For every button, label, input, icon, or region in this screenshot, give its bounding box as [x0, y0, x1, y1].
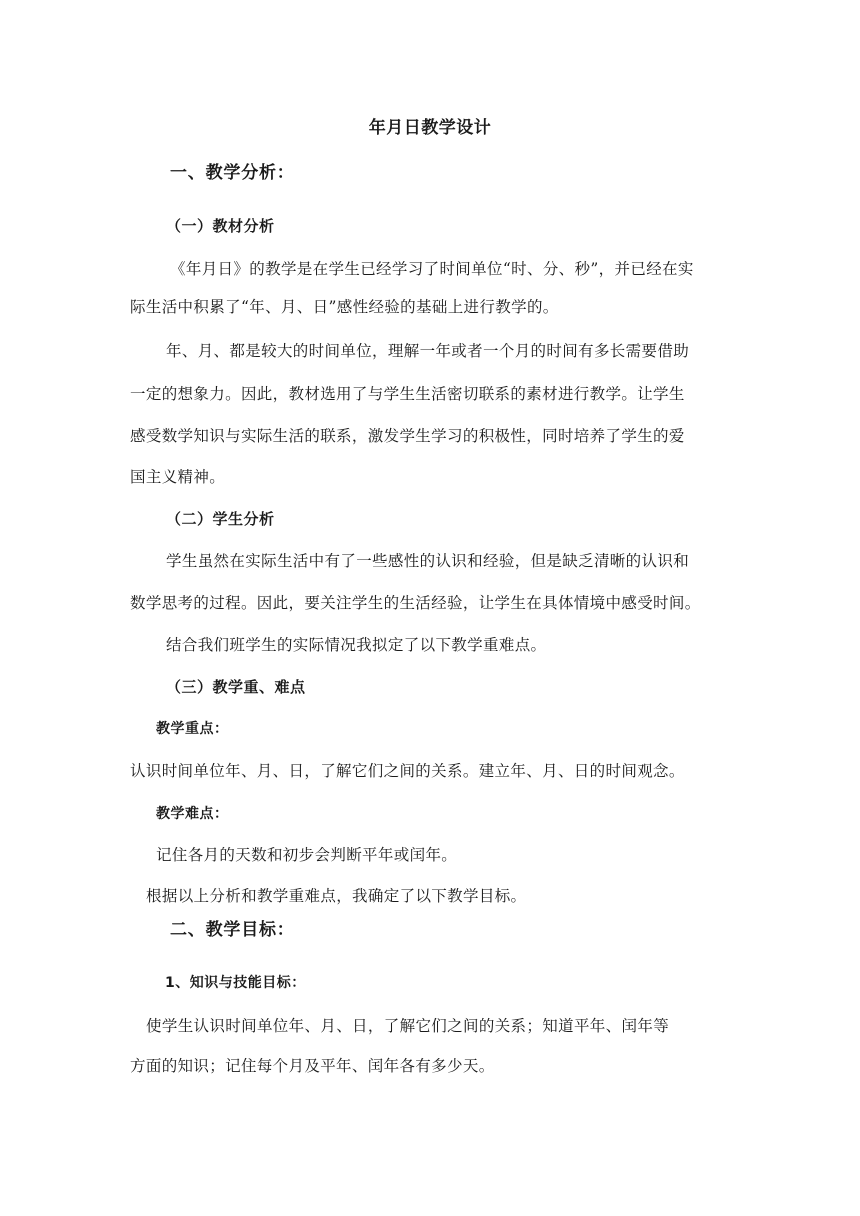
difficulty-text: 记住各月的天数和初步会判断平年或闰年。: [156, 846, 458, 864]
paragraph-line: 际生活中积累了“年、月、日”感性经验的基础上进行教学的。: [130, 298, 559, 316]
section-heading-goals: 二、教学目标：: [170, 920, 295, 940]
goal-heading-knowledge: 1、知识与技能目标：: [165, 975, 306, 991]
paragraph-line: 年、月、都是较大的时间单位，理解一年或者一个月的时间有多长需要借助: [166, 342, 690, 360]
subsection-heading-students: （二）学生分析: [166, 510, 275, 528]
section-heading-analysis: 一、教学分析：: [170, 163, 295, 183]
paragraph-line: 《年月日》的教学是在学生已经学习了时间单位“时、分、秒”，并已经在实: [170, 260, 694, 278]
paragraph-line: 学生虽然在实际生活中有了一些感性的认识和经验，但是缺乏清晰的认识和: [166, 552, 690, 570]
paragraph-line: 结合我们班学生的实际情况我拟定了以下教学重难点。: [166, 636, 547, 654]
paragraph-line: 使学生认识时间单位年、月、日，了解它们之间的关系；知道平年、闰年等: [146, 1017, 670, 1035]
paragraph-line: 感受数学知识与实际生活的联系，激发学生学习的积极性，同时培养了学生的爱: [130, 427, 685, 445]
paragraph-line: 方面的知识；记住每个月及平年、闰年各有多少天。: [130, 1057, 495, 1075]
analysis-summary: 根据以上分析和教学重难点，我确定了以下教学目标。: [146, 887, 527, 905]
difficulty-label: 教学难点：: [156, 806, 229, 822]
key-point-label: 教学重点：: [156, 721, 229, 737]
paragraph-line: 数学思考的过程。因此，要关注学生的生活经验，让学生在具体情境中感受时间。: [130, 594, 701, 612]
subsection-heading-key-points: （三）教学重、难点: [166, 678, 306, 696]
paragraph-line: 一定的想象力。因此，教材选用了与学生生活密切联系的素材进行教学。让学生: [130, 385, 685, 403]
paragraph-line: 国主义精神。: [130, 468, 226, 486]
key-point-text: 认识时间单位年、月、日，了解它们之间的关系。建立年、月、日的时间观念。: [130, 762, 685, 780]
subsection-heading-materials: （一）教材分析: [166, 217, 275, 235]
document-title: 年月日教学设计: [368, 118, 492, 138]
